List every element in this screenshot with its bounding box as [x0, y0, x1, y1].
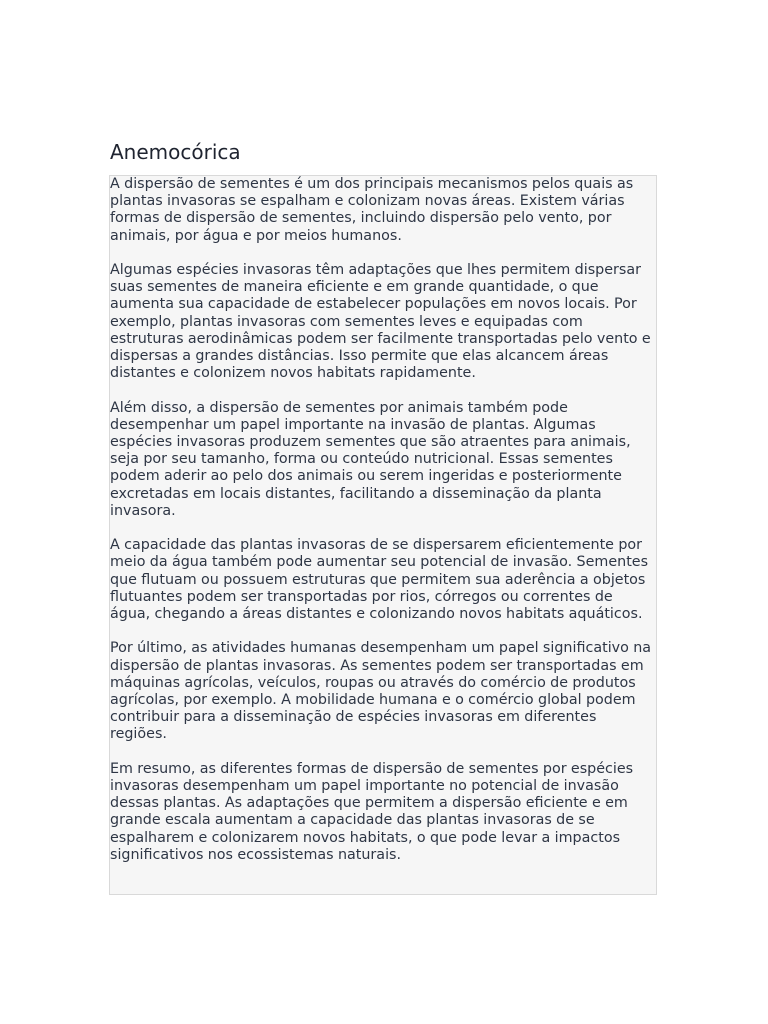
paragraph-2: Algumas espécies invasoras têm adaptações que lhes permitem dispersar suas sementes de maneira eficiente e em grande quantidade, o que aumenta sua capacidade de estabelecer populações em novos locais. Por exemplo, plantas invasoras com sementes leves e equipadas com estruturas aerodinâmicas podem ser facilmente transportadas pelo vento e dispersas a grandes distâncias. Isso permite que elas alcancem áreas distantes e colonizem novos habitats rapidamente. — [110, 262, 651, 382]
paragraph-3: Além disso, a dispersão de sementes por animais também pode desempenhar um papel importante na invasão de plantas. Algumas espécies invasoras produzem sementes que são atraentes para animais, seja por seu tamanho, forma ou conteúdo nutricional. Essas sementes podem aderir ao pelo dos animais ou serem ingeridas e posteriormente excretadas em locais distantes, facilitando a disseminação da planta invasora. — [110, 399, 631, 519]
text-box — [109, 175, 657, 895]
paragraph-5: Por último, as atividades humanas desempenham um papel significativo na dispersão de plantas invasoras. As sementes podem ser transportadas em máquinas agrícolas, veículos, roupas ou através do comércio de produtos agrícolas, por exemplo. A mobilidade humana e o comércio global podem contribuir para a disseminação de espécies invasoras em diferentes regiões. — [110, 640, 652, 743]
paragraph-4: A capacidade das plantas invasoras de se dispersarem eficientemente por meio da água também pode aumentar seu potencial de invasão. Sementes que flutuam ou possuem estruturas que permitem sua aderência a objetos flutuantes podem ser transportadas por rios, córregos ou correntes de água, chegando a áreas distantes e colonizando novos habitats aquáticos. — [110, 537, 649, 623]
paragraph-1: A dispersão de sementes é um dos principais mecanismos pelos quais as plantas invasoras se espalham e colonizam novas áreas. Existem várias formas de dispersão de sementes, incluindo dispersão pelo vento, por animais, por água e por meios humanos. — [110, 176, 634, 244]
page-title: Anemocórica — [110, 140, 241, 164]
paragraph-6: Em resumo, as diferentes formas de dispersão de sementes por espécies invasoras desempenham um papel importante no potencial de invasão dessas plantas. As adaptações que permitem a dispersão eficiente e em grande escala aumentam a capacidade das plantas invasoras de se espalharem e colonizarem novos habitats, o que pode levar a impactos significativos nos ecossistemas naturais. — [110, 760, 634, 863]
